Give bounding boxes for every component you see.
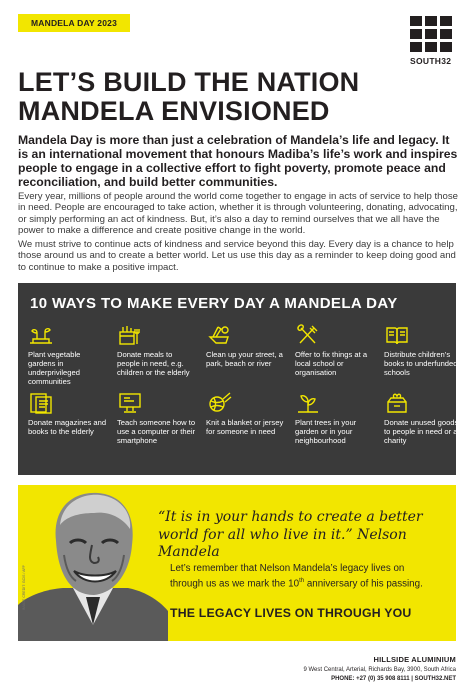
remember-text-start: Let’s remember that Nelson Mandela’s legacy lives on through us as we mark the 10 [170, 563, 405, 590]
way-text: Plant trees in your garden or in your neighbourhood [295, 418, 357, 445]
south32-logo [410, 16, 458, 72]
way-text: Offer to fix things at a local school or organisation [295, 350, 368, 377]
headline-line-1: LET’S BUILD THE NATION [18, 67, 360, 97]
books-icon [384, 323, 410, 347]
mandela-quote: “It is in your hands to create a better world for all who live in it.” Nelson Mandela [158, 509, 423, 560]
way-text: Distribute children’s books to underfunded schools [384, 350, 458, 377]
donation-box-icon [384, 391, 410, 415]
way-item [206, 391, 295, 465]
nelson-mandela-portrait [18, 485, 168, 641]
ways-panel [18, 283, 459, 475]
way-item [117, 323, 206, 391]
body-paragraph-2: We must strive to continue acts of kindness and service beyond this day. Every day is a chance to help those around us and to create a better world. Let us use this day as a reminder to keep doing good and to continue to make a positive impact. [18, 239, 456, 273]
way-item [384, 323, 473, 391]
way-item [295, 391, 384, 465]
headline-line-2: MANDELA ENVISIONED [18, 96, 330, 126]
way-text: Donate unused goods to people in need or a charity [384, 418, 459, 445]
way-item [206, 323, 295, 391]
way-item [28, 323, 117, 391]
legacy-slogan: THE LEGACY LIVES ON THROUGH YOU [170, 606, 412, 620]
remember-text [170, 563, 440, 590]
logo-mark-icon [410, 16, 458, 52]
way-item [295, 323, 384, 391]
knitting-icon [206, 391, 232, 415]
tools-icon [295, 323, 321, 347]
logo-text: SOUTH32 [410, 56, 452, 66]
clean-up-icon [206, 323, 232, 347]
computer-icon [117, 391, 143, 415]
way-text: Donate magazines and books to the elderly [28, 418, 107, 436]
ways-title: 10 WAYS TO MAKE EVERY DAY A MANDELA DAY [30, 295, 398, 312]
way-item [384, 391, 473, 465]
way-text: Donate meals to people in need, e.g. children or the elderly [117, 350, 190, 377]
way-item [28, 391, 117, 465]
page-headline [18, 68, 398, 126]
ways-grid [28, 323, 459, 465]
magazine-icon [28, 391, 54, 415]
quote-panel [18, 485, 456, 641]
remember-text-end: anniversary of his passing. [304, 578, 423, 590]
contact-details: PHONE: +27 (0) 35 908 8111 | SOUTH32.NET [331, 676, 456, 682]
way-text: Knit a blanket or jersey for someone in need [206, 418, 284, 436]
lead-paragraph: Mandela Day is more than just a celebration of Mandela’s life and legacy. It is an international movement that honours Madiba’s life’s work and inspires people to engage in a collective effort to fight poverty, promote peace and reconciliation, and build better communities. [18, 133, 458, 189]
ordinal-suffix: th [299, 578, 305, 584]
way-text: Teach someone how to use a computer or their smartphone [117, 418, 196, 445]
event-tag: MANDELA DAY 2023 [18, 14, 130, 32]
food-donation-icon [117, 323, 143, 347]
way-text: Clean up your street, a park, beach or river [206, 350, 283, 368]
body-paragraph-1: Every year, millions of people around the world come together to engage in acts of service to help those in need. People are encouraged to take action, whether it is through volunteering, donating, advocating, or simply performing an act of kindness. But, it’s also a day to remind ourselves that we all have the power to make a difference and create positive change in the world. [18, 191, 458, 236]
tree-icon [295, 391, 321, 415]
site-name: HILLSIDE ALUMINIUM [373, 655, 456, 664]
footer [303, 655, 456, 682]
site-address: 9 West Central, Arterial, Richards Bay, 3900, South Africa [303, 667, 456, 673]
way-item [117, 391, 206, 465]
way-text: Plant vegetable gardens in underprivileged communities [28, 350, 81, 386]
plant-icon [28, 323, 54, 347]
photo-credit: IMAGE CREDIT: GCIS / AFP [22, 565, 26, 610]
